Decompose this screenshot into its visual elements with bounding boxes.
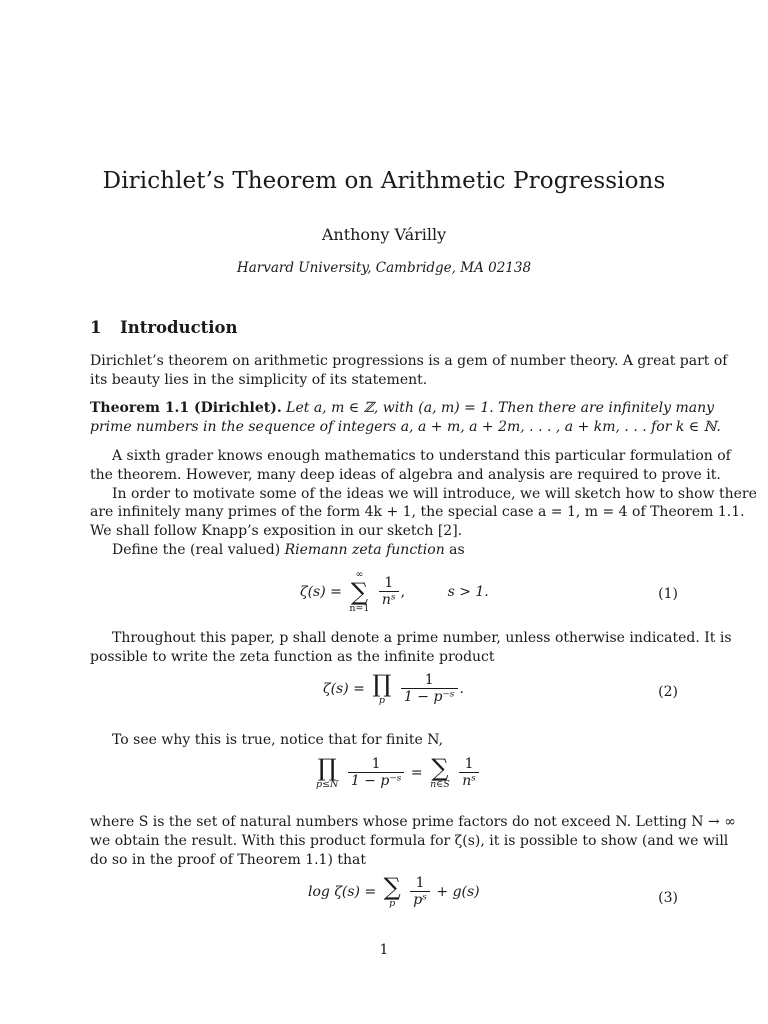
eq1-lhs: ζ(s) = xyxy=(300,584,342,600)
paragraph-5-line-1: Throughout this paper, p shall denote a prime number, unless otherwise indicated. It is xyxy=(112,630,732,646)
eq2-numerator: 1 xyxy=(424,672,434,688)
equ-numerator-2: 1 xyxy=(464,756,474,772)
theorem-text-1: Let a, m ∈ ℤ, with (a, m) = 1. Then there are infinitely many xyxy=(286,400,715,416)
eq2-product-lower: p xyxy=(378,695,385,706)
paragraph-5-line-2: possible to write the zeta function as the infinite product xyxy=(90,649,495,665)
eq3-numerator: 1 xyxy=(415,875,425,891)
equation-1-number: (1) xyxy=(658,586,678,602)
eq1-condition: s > 1. xyxy=(447,584,489,600)
page-number: 1 xyxy=(379,942,389,958)
equ-denominator-2: nˢ xyxy=(459,772,479,789)
paragraph-4-after: as xyxy=(444,542,465,558)
section-number: 1 xyxy=(90,318,102,337)
equation-2-number: (2) xyxy=(658,684,678,700)
paragraph-7-line-1: where S is the set of natural numbers whose prime factors do not exceed N. Letting N → ∞ xyxy=(90,814,736,830)
eq1-sum-lower: n=1 xyxy=(349,603,370,614)
equation-2 xyxy=(323,672,464,706)
eq1-sum-upper: ∞ xyxy=(355,569,364,580)
paragraph-3-line-2: are infinitely many primes of the form 4k + 1, the special case a = 1, m = 4 of Theorem 1.1. xyxy=(90,504,745,520)
paragraph-7-line-3: do so in the proof of Theorem 1.1) that xyxy=(90,852,366,868)
eq2-lhs: ζ(s) = xyxy=(323,681,365,697)
paragraph-4 xyxy=(112,541,701,559)
eq3-lhs: log ζ(s) = xyxy=(308,884,377,900)
paragraph-3-line-3: We shall follow Knapp’s exposition in our sketch [2]. xyxy=(90,523,463,539)
paragraph-7-line-2: we obtain the result. With this product formula for ζ(s), it is possible to show (and we will xyxy=(90,833,729,849)
equ-denominator-1: 1 − p⁻ˢ xyxy=(348,772,405,789)
eq1-comma: , xyxy=(400,584,406,600)
eq2-product xyxy=(372,672,391,706)
product-symbol-2: ∏ xyxy=(317,754,337,782)
paper-title: Dirichlet’s Theorem on Arithmetic Progressions xyxy=(102,168,666,194)
summation-symbol: ∑ xyxy=(350,578,368,606)
eq1-numerator: 1 xyxy=(384,575,394,591)
equation-3-number: (3) xyxy=(658,890,678,906)
eq2-period: . xyxy=(459,681,464,697)
equ-numerator-1: 1 xyxy=(371,756,381,772)
paragraph-4-before: Define the (real valued) xyxy=(112,542,285,558)
paragraph-6: To see why this is true, notice that for finite N, xyxy=(112,732,444,748)
summation-symbol-3: ∑ xyxy=(383,873,401,901)
equ-product xyxy=(316,756,338,790)
summation-symbol-2: ∑ xyxy=(431,754,449,782)
theorem-statement-line-1 xyxy=(90,399,715,417)
equ-fraction-2 xyxy=(459,757,479,789)
paragraph-3-line-1: In order to motivate some of the ideas we will introduce, we will sketch how to show there xyxy=(112,486,757,502)
paragraph-1-line-1: Dirichlet’s theorem on arithmetic progressions is a gem of number theory. A great part of xyxy=(90,353,728,369)
riemann-zeta-term: Riemann zeta function xyxy=(284,542,445,558)
equation-1 xyxy=(300,570,489,614)
theorem-label: Theorem 1.1 (Dirichlet). xyxy=(90,400,282,416)
theorem-statement-line-2: prime numbers in the sequence of integers a, a + m, a + 2m, . . . , a + km, . . . for k ∈ ℕ. xyxy=(90,419,721,435)
eq2-fraction xyxy=(401,673,458,705)
eq2-denominator: 1 − p⁻ˢ xyxy=(401,688,458,705)
paragraph-2-line-1: A sixth grader knows enough mathematics to understand this particular formulation of xyxy=(112,448,731,464)
equ-sum-lower: n∈S xyxy=(430,779,450,790)
eq3-fraction xyxy=(410,876,430,908)
author-name: Anthony Várilly xyxy=(321,225,447,244)
author-affiliation: Harvard University, Cambridge, MA 02138 xyxy=(236,260,532,276)
equ-product-lower: p≤N xyxy=(316,779,339,790)
equ-fraction-1 xyxy=(348,757,405,789)
eq1-fraction xyxy=(379,576,399,608)
equ-equals: = xyxy=(410,765,423,781)
section-title: Introduction xyxy=(120,318,238,337)
eq1-sum xyxy=(349,570,369,614)
paragraph-1-line-2: its beauty lies in the simplicity of its statement. xyxy=(90,372,428,388)
eq3-denominator: pˢ xyxy=(410,891,430,908)
product-symbol: ∏ xyxy=(372,670,392,698)
equation-3 xyxy=(308,875,480,909)
eq3-tail: + g(s) xyxy=(436,884,480,900)
equ-sum xyxy=(430,756,450,790)
eq1-denominator: nˢ xyxy=(379,591,399,608)
eq3-sum xyxy=(384,875,401,909)
paragraph-2-line-2: the theorem. However, many deep ideas of algebra and analysis are required to prove it. xyxy=(90,467,721,483)
equation-product-sum xyxy=(313,756,481,790)
eq3-sum-lower: p xyxy=(389,898,396,909)
